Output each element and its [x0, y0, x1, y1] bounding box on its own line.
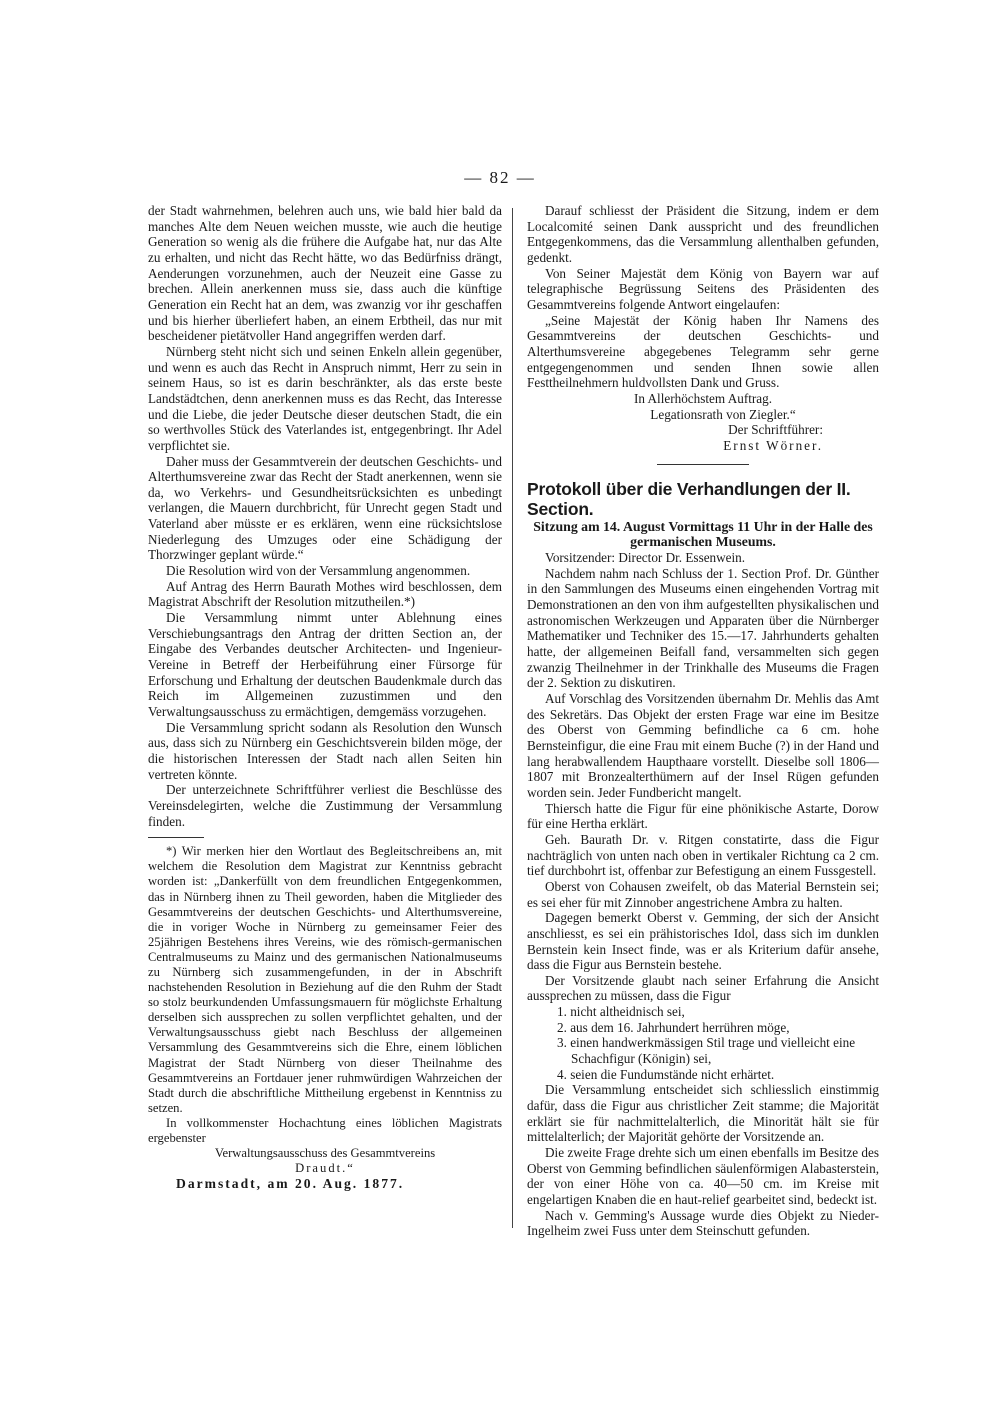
- paragraph: Der unterzeichnete Schriftführer verliest die Beschlüsse des Vereinsdelegirten, welche die Zustimmung der Versammlung finden.: [148, 782, 502, 829]
- footnote-date: Darmstadt, am 20. Aug. 1877.: [176, 1176, 405, 1192]
- paragraph: Nach v. Gemming's Aussage wurde dies Objekt zu Nieder-Ingelheim zwei Fuss unter dem Steinschutt gefunden.: [527, 1207, 879, 1239]
- paragraph: „Seine Majestät der König haben Ihr Namens des Gesammtvereins der deutschen Geschichts- und Alterthumsvereine abgegebenes Telegramm sehr gerne entgegengenommen und senden Ihnen sowie allen Festtheilnehmern huldvollsten Dank und Gruss.: [527, 312, 879, 391]
- paragraph: Darauf schliesst der Präsident die Sitzung, indem er dem Localcomité seinen Dank ausspricht und des freundlichen Entgegenkommens, das die Versammlung allenthalben gefunden, gedenkt.: [527, 203, 879, 265]
- footnote: [148, 844, 502, 1191]
- secretary-name: Ernst Wörner.: [723, 437, 823, 453]
- paragraph: Die zweite Frage drehte sich um einen ebenfalls im Besitze des Oberst von Gemming befindlichen säulenförmigen Alabasterstein, der von einer Höhe von ca. 40—50 cm. im Kreise mit engelartigen Knaben die en haut-relief gearbeitet sind, bedeckt ist.: [527, 1145, 879, 1207]
- section-separator: [657, 464, 749, 465]
- paragraph: Dagegen bemerkt Oberst v. Gemming, der sich der Ansicht anschliesst, es sei ein prähistorisches Idol, dass sich im dunklen Bernstein kein Insect finde, was er als Kriterium dafür ansehe, dass die Figur aus Bernstein bestehe.: [527, 910, 879, 973]
- section-title: Protokoll über die Verhandlungen der II. Section.: [527, 478, 851, 519]
- chair-line: Vorsitzender: Director Dr. Essenwein.: [545, 550, 746, 566]
- paragraph: Daher muss der Gesammtverein der deutschen Geschichts- und Alterthumsvereine zwar das Recht der Stadt anerkennen, wenn sie da, wo Verkehrs- und Gesundheitsrücksichten es unbedingt verlangen, die Mauern durchbricht, für Unrecht gegen Stadt und Vaterland aber müsste er es erklären, wenn eine rücksichtslose Niederlegung des Umzuges oder eine Schädigung der Thorzwinger geplant würde.“: [148, 453, 502, 563]
- paragraph: Thiersch hatte die Figur für eine phönikische Astarte, Dorow für eine Hertha erklärt.: [527, 800, 879, 832]
- footnote-separator: [148, 837, 204, 838]
- column-divider: [512, 208, 513, 1228]
- paragraph: Nachdem nahm nach Schluss der 1. Section Prof. Dr. Günther in den Sammlungen des Museums einen eingehenden Vortrag mit Demonstrationen an den von ihm aufgestellten physikalischen und astronomischen Werkzeugen und Apparaten über die Nürnberger Mathematiker und Techniker des 15.—17. Jahrhunderts gehalten hatte, der allgemeinen Beifall fand, versammelten sich gegen zwanzig Theilnehmer in der Trinkhalle des Museums die Fragen der 2. Sektion zu diskutiren.: [527, 565, 879, 691]
- left-column: [148, 203, 502, 1191]
- footnote-signature: Draudt.“: [295, 1161, 355, 1176]
- footnote-committee: Verwaltungsausschuss des Gesammtvereins: [214, 1146, 436, 1161]
- paragraph: Die Versammlung spricht sodann als Resolution den Wunsch aus, dass sich zu Nürnberg ein Geschichtsverein bilden möge, der die historischen Interessen der Stadt nach allen Seiten hin vertreten könnte.: [148, 719, 502, 782]
- list-item: 3. einen handwerkmässigen Stil trage und vielleicht eine Schachfigur (Königin) sei,: [557, 1035, 856, 1067]
- paragraph: Nürnberg steht nicht sich und seinen Enkeln allein gegenüber, und wenn es auch das Recht in Anspruch nimmt, Herr zu sein in seinem Haus, so ist es darin beschränkter, als das erste beste Landstädtchen, denn anerkennen muss es das Recht, das Interesse und die Liebe, die jeder Deutsche dieser deutschen Stadt, die ein so werthvolles Stück des Vaterlandes ist, entgegenbringt. Ihr Adel verpflichtet sie.: [148, 343, 502, 453]
- paragraph: Von Seiner Majestät dem König von Bayern war auf telegraphische Begrüssung Seitens des Präsidenten des Gesammtvereins folgende Antwort eingelaufen:: [527, 265, 879, 312]
- paragraph: der Stadt wahrnehmen, belehren auch uns, wie bald hier bald da manches Alte dem Neuen weichen musste, wie auch die heutige Generation so wenig als die frühere die Aufgabe hat, nur das Alte zu erhalten, und nicht das Recht hätte, wo das Bedürfniss drängt, Aenderungen vorzunehmen, auch der Neuzeit eine Gasse zu brechen. Allein anerkennen muss sie, dass auch die künftige Generation ein Recht hat an dem, was zwanzig vor ihr geschaffen und bis hierher überliefert haben, an einem Erbtheil, das nur mit bescheidener pietätvoller Hand angegriffen werden darf.: [148, 203, 502, 344]
- paragraph: Geh. Baurath Dr. v. Ritgen constatirte, dass die Figur nachträglich von unten nach oben in vertikaler Richtung ca 2 cm. tief durchbohrt ist, offenbar zur Befestigung an einem Fussgestell.: [527, 831, 879, 879]
- right-column: [527, 203, 879, 1239]
- paragraph: Die Resolution wird von der Versammlung angenommen.: [166, 563, 471, 579]
- paragraph: Die Versammlung nimmt unter Ablehnung eines Verschiebungsantrags den Antrag der dritten Section an, der Eingabe des Verbandes deutscher Architecten- und Ingenieur-Vereine in Betreff der Herbeiführung einer Fürsorge für Erforschung und Erhaltung der deutschen Baudenkmale durch das Reich im Allgemeinen zuzustimmen und den Verwaltungsausschuss zu ermächtigen, demgemäss vorzugehen.: [148, 610, 502, 719]
- footnote-text: *) Wir merken hier den Wortlaut des Begleitschreibens an, mit welchem die Resolution dem Magistrat zur Kenntniss gebracht worden ist: „Dankerfüllt von dem freundlichen Entgegenkommen, das in Nürnberg ihnen zu Theil geworden, haben die Mitglieder des Gesammtvereins der deutschen Geschichts- und Alterthumsvereine, die in voriger Woche in Nürnberg zu gemeinsamer Feier des 25jährigen Bestehens ihres Vereins, wie des römisch-germanischen Centralmuseums zu Mainz und des germanischen Nationalmuseums zu Nürnberg sich zusammengefunden, in der in Abschrift nachstehenden Resolution in Beziehung auf die den Ruhm der Stadt so stolz beurkundenden Umfassungsmauern für möglichste Erhaltung derselben sich aussprechen zu sollen verpflichtet gehalten, und der Verwaltungsausschuss giebt nach Beschluss der allgemeinen Versammlung des Gesammtvereins sich die Ehre, einem löblichen Magistrat der Stadt Nürnberg von dieser Theilnahme des Gesammtvereins an Fortdauer jener ruhmwürdigen Wahrzeichen der Stadt durch die abschriftliche Mittheilung ergebenst in Kenntniss zu setzen.: [148, 844, 502, 1115]
- list-item: 1. nicht altheidnisch sei,: [557, 1004, 685, 1020]
- paragraph: Der Vorsitzende glaubt nach seiner Erfahrung die Ansicht aussprechen zu müssen, dass die Figur: [527, 972, 879, 1004]
- list-item: 4. seien die Fundumstände nicht erhärtet.: [557, 1066, 775, 1082]
- secretary-label: Der Schriftführer:: [728, 422, 823, 438]
- paragraph: Auf Antrag des Herrn Baurath Mothes wird beschlossen, dem Magistrat Abschrift der Resolution mitzutheilen.*): [148, 578, 502, 610]
- list-item: 2. aus dem 16. Jahrhundert herrühren möge,: [557, 1019, 790, 1035]
- closing-line: In Allerhöchstem Auftrag.: [633, 390, 773, 406]
- paragraph: Die Versammlung entscheidet sich schliesslich einstimmig dafür, dass die Figur aus christlicher Zeit stamme; die Majorität erklärt sie für nachmittelalterlich, die Minorität hält sie für mittelalterlich; der Majorität gehörte der Vorsitzende an.: [527, 1082, 879, 1145]
- footnote-closing: In vollkommenster Hochachtung eines löblichen Magistrats ergebenster: [148, 1115, 502, 1146]
- closing-signature: Legationsrath von Ziegler.“: [650, 406, 796, 422]
- session-title: Sitzung am 14. August Vormittags 11 Uhr in der Halle des germanischen Museums.: [533, 518, 873, 550]
- paragraph: Auf Vorschlag des Vorsitzenden übernahm Dr. Mehlis das Amt des Sekretärs. Das Objekt der ersten Frage war eine im Besitze des Oberst von Gemming befindliche ca 6 cm. hohe Bernsteinfigur, die eine Frau mit einem Buche (?) in der Hand und lang herabwallendem Haupthaare vorstellt. Dieselbe soll 1806—1807 mit Bronzealterthümern auf der Insel Rügen gefunden worden sein. Jeder Fundbericht mangelt.: [527, 691, 879, 800]
- paragraph: Oberst von Cohausen zweifelt, ob das Material Bernstein sei; es sei eher für mit Zinnober angestrichene Ambra zu halten.: [527, 878, 879, 910]
- page-number: — 82 —: [464, 168, 536, 187]
